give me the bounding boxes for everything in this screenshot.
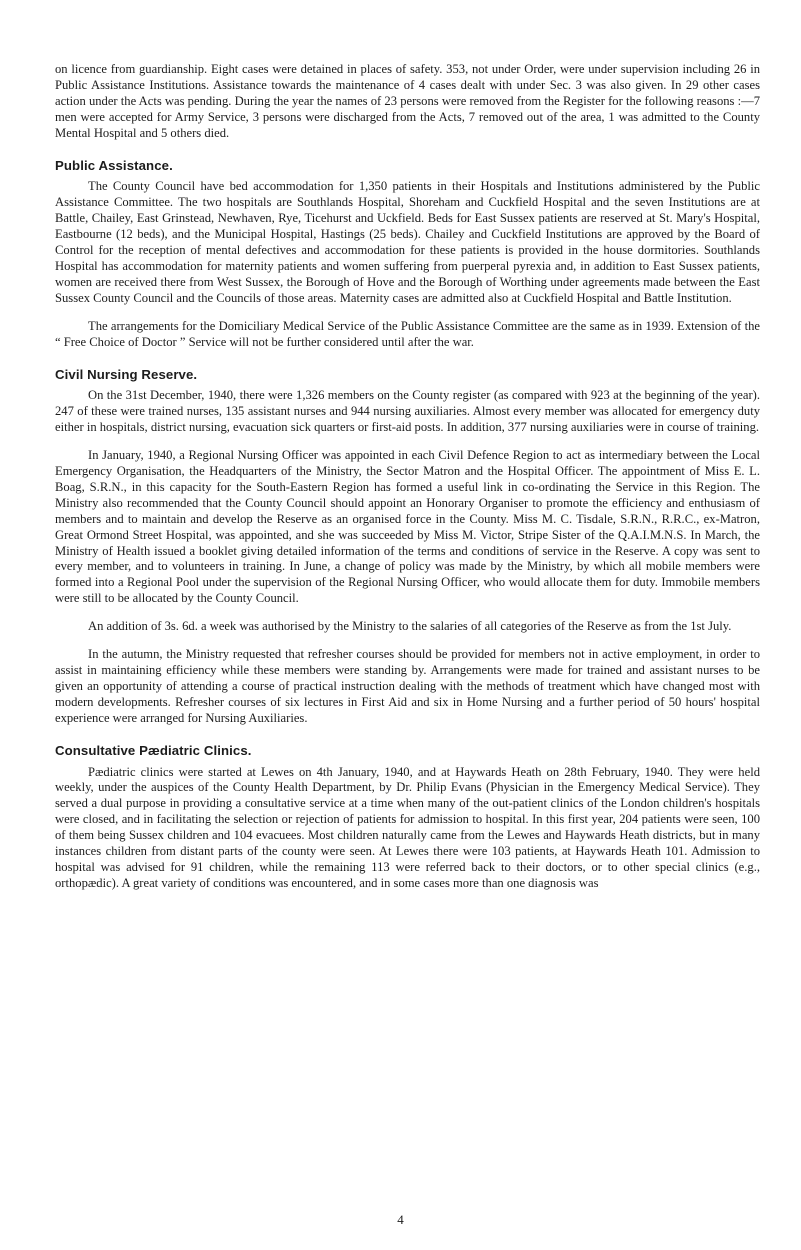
paediatric-clinics-paragraph-1: Pædiatric clinics were started at Lewes on 4th January, 1940, and at Haywards Heath on 28th February, 1940. They were held weekly, under the auspices of the County Health Department, by Dr. Philip Evans (Physician in the Emergency Medical Service). They served a dual purpose in providing a consultative service at a time when many of the out-patient clinics of the London children's hospitals were closed, and in facilitating the selection or rejection of patients for admission to hospital. In this first year, 204 patients were seen, 100 of them being Sussex children and 104 evacuees. Most children naturally came from the Lewes and Haywards Heath districts, but in many instances children from distant parts of the county were seen. At Lewes there were 103 patients, at Haywards Heath 101. Admission to hospital was advised for 91 children, while the remaining 113 were referred back to their doctors, or to other special clinics (e.g., orthopædic). A great variety of conditions was encountered, and in some cases more than one diagnosis was [55,764,760,890]
intro-paragraph: on licence from guardianship. Eight cases were detained in places of safety. 353, not under Order, were under supervision including 26 in Public Assistance Institutions. Assistance towards the maintenance of 4 cases dealt with under Sec. 3 was also given. In 29 other cases action under the Acts was pending. During the year the names of 23 persons were removed from the Register for the following reasons :—7 men were accepted for Army Service, 3 persons were discharged from the Acts, 7 removed out of the area, 1 was admitted to the County Mental Hospital and 5 others died. [55,62,760,140]
heading-civil-nursing-reserve: Civil Nursing Reserve. [55,366,198,382]
body-text [55,62,760,892]
civil-nursing-paragraph-1: On the 31st December, 1940, there were 1,326 members on the County register (as compared with 923 at the beginning of the year). 247 of these were trained nurses, 135 assistant nurses and 944 nursing auxiliaries. Almost every member was allocated for emergency duty either in hospitals, district nursing, evacuation sick quarters or first-aid posts. In addition, 377 nursing auxiliaries were in course of training. [55,388,760,435]
heading-consultative-paediatric-clinics: Consultative Pædiatric Clinics. [55,742,252,758]
public-assistance-paragraph-2: The arrangements for the Domiciliary Medical Service of the Public Assistance Committee are the same as in 1939. Extension of the “ Free Choice of Doctor ” Service will not be further considered until after the war. [55,318,760,349]
public-assistance-paragraph-1: The County Council have bed accommodation for 1,350 patients in their Hospitals and Institutions administered by the Public Assistance Committee. The two hospitals are Southlands Hospital, Shoreham and Cuckfield Hospital and the seven Institutions are at Battle, Chailey, East Grinstead, Newhaven, Rye, Ticehurst and Uckfield. Beds for East Sussex patients are reserved at St. Mary's Hospital, Eastbourne (12 beds), and the Municipal Hospital, Hastings (25 beds). Chailey and Cuckfield Institutions are approved by the Board of Control for the reception of mental defectives and accommodation for these patients is provided in the house dormitories. Southlands Hospital has accommodation for maternity patients and women suffering from puerperal pyrexia and, in addition to East Sussex patients, women are received there from West Sussex, the Borough of Hove and the Borough of Worthing under agreements made between the East Sussex County Council and the Councils of those areas. Maternity cases are admitted also at Cuckfield Hospital and Battle Institution. [55,179,760,305]
civil-nursing-paragraph-4: In the autumn, the Ministry requested that refresher courses should be provided for members not in active employment, in order to assist in maintaining efficiency while these members were standing by. Arrangements were made for trained and assistant nurses to be given an opportunity of attending a course of practical instruction dealing with the methods of treatment which have changed most with modern developments. Refresher courses of six lectures in First Aid and six in Home Nursing and a further period of 50 hours' hospital experience were arranged for Nursing Auxiliaries. [55,647,760,725]
civil-nursing-paragraph-2: In January, 1940, a Regional Nursing Officer was appointed in each Civil Defence Region to act as intermediary between the Local Emergency Organisation, the Headquarters of the Ministry, the Sector Matron and the Hospital Officer. The appointment of Miss E. L. Boag, S.R.N., in this capacity for the South-Eastern Region has formed a useful link in co-ordinating the Service in this Region. The Ministry also recommended that the County Council should appoint an Honorary Organiser to promote the efficiency and enthusiasm of members and to maintain and develop the Reserve as an organised force in the County. Miss M. C. Tisdale, S.R.N., R.R.C., ex-Matron, Great Ormond Street Hospital, was appointed, and she was succeeded by Miss M. Victor, Stripe Sister of the Q.A.I.M.N.S. In March, the Ministry of Health issued a booklet giving detailed information of the terms and conditions of service in the Reserve. A copy was sent to every member, and to volunteers in training. In June, a change of policy was made by the Ministry, by which all mobile members were formed into a Regional Pool under the supervision of the Regional Nursing Officer, who would allocate them for duty. Immobile members were still to be allocated by the County Council. [55,448,760,606]
page-number: 4 [397,1212,404,1227]
civil-nursing-paragraph-3: An addition of 3s. 6d. a week was authorised by the Ministry to the salaries of all categories of the Reserve as from the 1st July. [88,619,732,634]
heading-public-assistance: Public Assistance. [55,157,173,173]
